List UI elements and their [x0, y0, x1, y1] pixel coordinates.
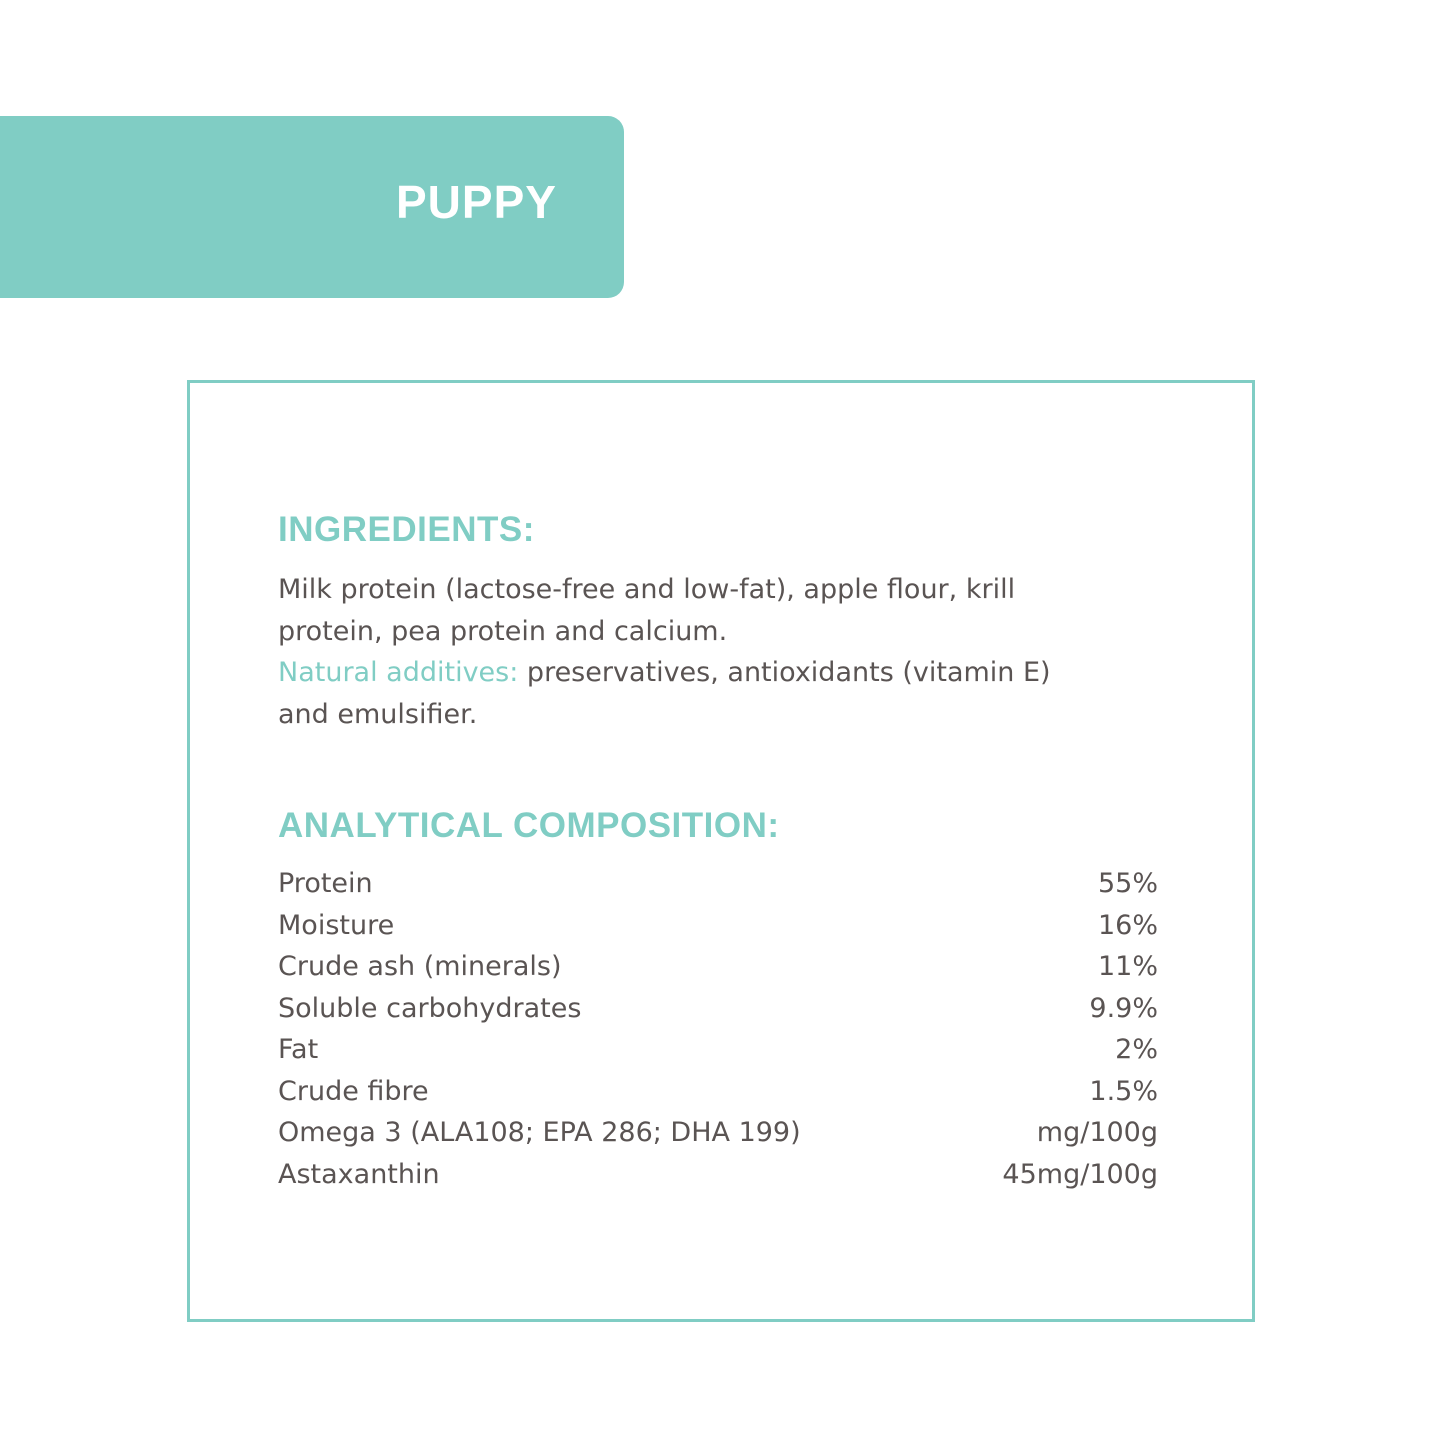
ingredients-line-1: Milk protein (lactose-free and low-fat), apple flour, krill	[278, 574, 1016, 605]
panel-content	[278, 505, 1158, 1195]
composition-value: 11%	[1097, 951, 1158, 982]
composition-name: Crude ash (minerals)	[278, 951, 562, 982]
additives-label: Natural additives:	[278, 657, 519, 688]
ingredients-heading: INGREDIENTS:	[278, 510, 535, 549]
composition-name: Protein	[278, 868, 373, 899]
composition-value: 1.5%	[1089, 1075, 1158, 1107]
composition-name: Crude fibre	[278, 1075, 429, 1107]
ingredients-line-2: protein, pea protein and calcium.	[278, 615, 728, 647]
composition-row-soluble-carbohydrates	[278, 988, 1158, 1030]
composition-row-crude-fibre	[278, 1071, 1158, 1113]
tab-label: PUPPY	[396, 176, 557, 228]
composition-value: 45mg/100g	[1002, 1158, 1158, 1190]
composition-name: Fat	[278, 1034, 319, 1065]
composition-name: Soluble carbohydrates	[278, 992, 582, 1024]
additives-text: preservatives, antioxidants (vitamin E)	[518, 657, 1051, 688]
ingredients-text	[278, 569, 1158, 735]
composition-value: 55%	[1097, 868, 1158, 899]
composition-value: 9.9%	[1089, 992, 1158, 1024]
composition-name: Omega 3 (ALA108; EPA 286; DHA 199)	[278, 1117, 801, 1148]
composition-row-moisture	[278, 905, 1158, 947]
additives-line-2: and emulsifier.	[278, 698, 478, 730]
composition-name: Astaxanthin	[278, 1158, 440, 1190]
composition-row-astaxanthin	[278, 1154, 1158, 1196]
composition-table	[278, 863, 1158, 1195]
composition-row-fat	[278, 1029, 1158, 1071]
analytical-heading: ANALYTICAL COMPOSITION:	[278, 806, 780, 845]
composition-value: mg/100g	[1036, 1117, 1158, 1148]
composition-name: Moisture	[278, 909, 395, 941]
composition-row-omega-3	[278, 1112, 1158, 1154]
composition-value: 16%	[1097, 909, 1158, 941]
composition-row-crude-ash	[278, 946, 1158, 988]
composition-value: 2%	[1115, 1034, 1158, 1065]
composition-row-protein	[278, 863, 1158, 905]
